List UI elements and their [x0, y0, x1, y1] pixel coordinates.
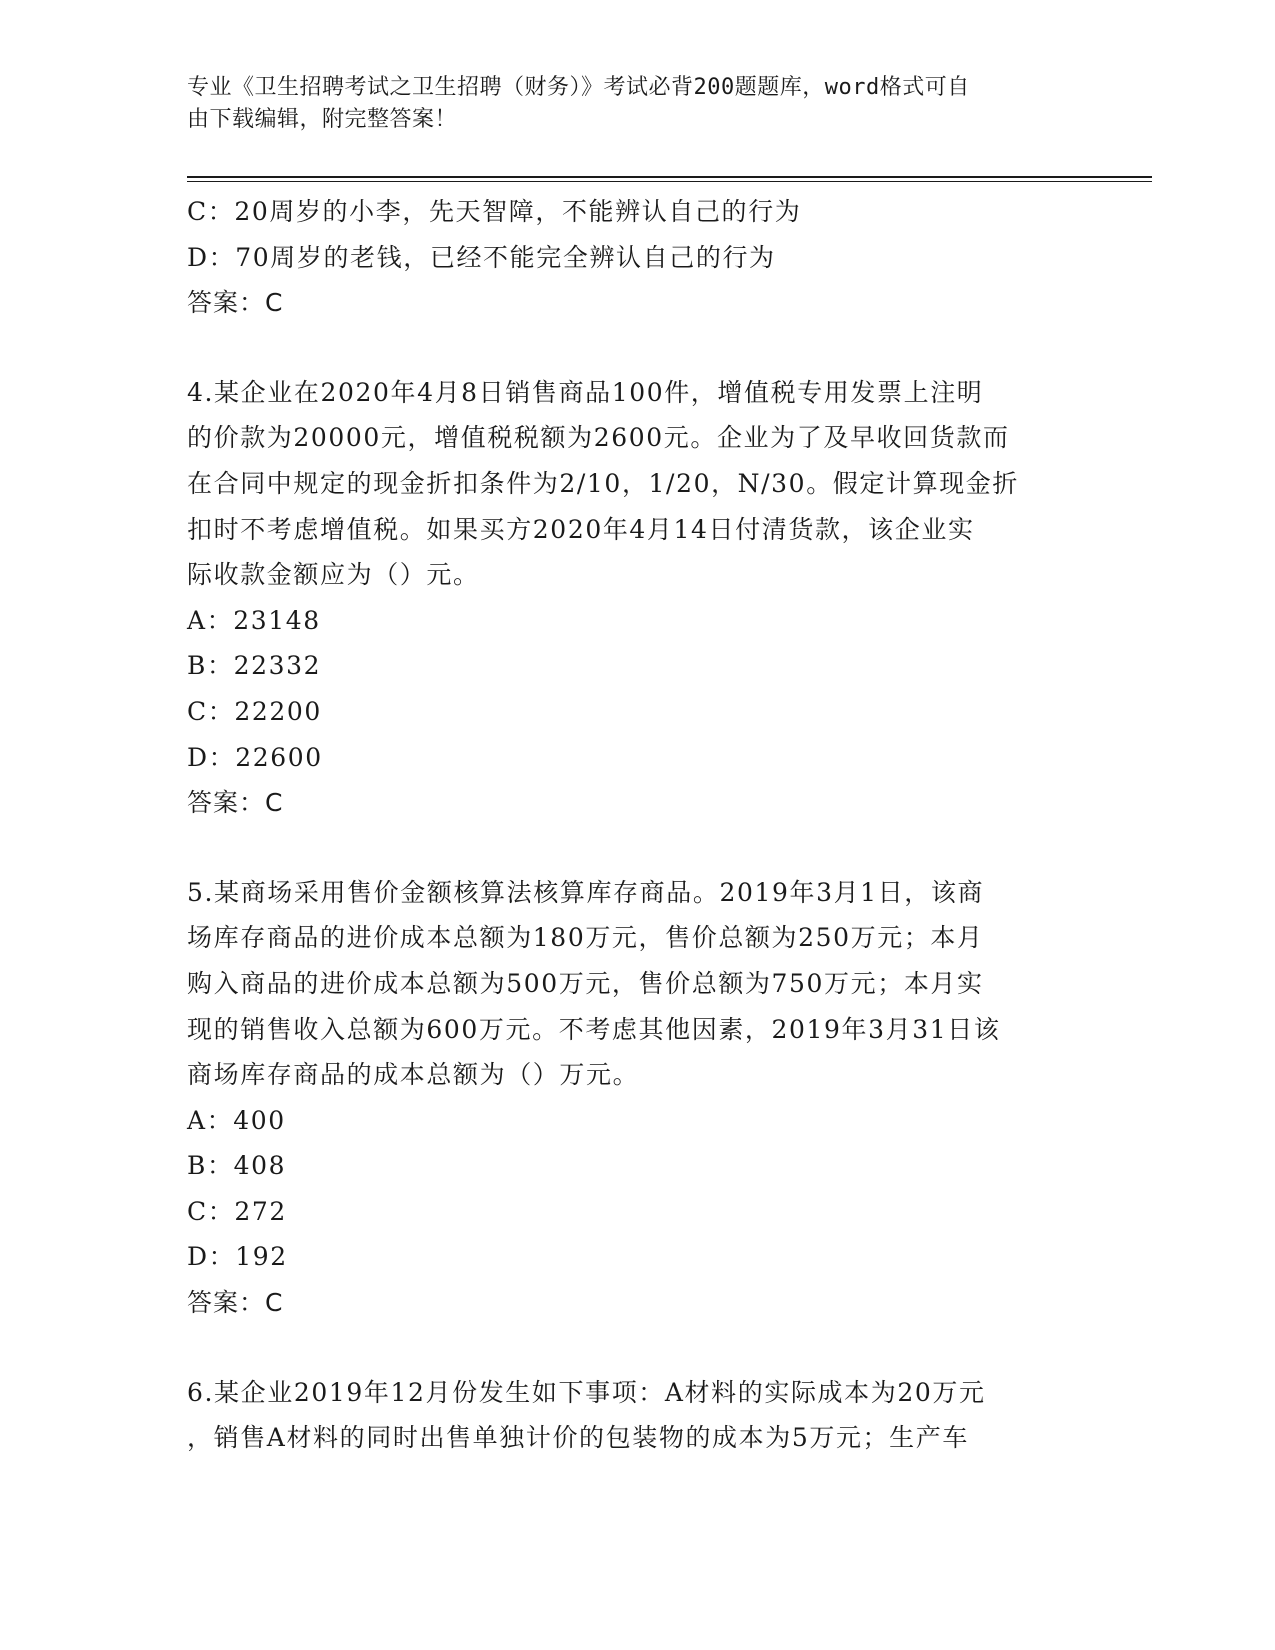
option-b: B：408: [187, 1151, 287, 1181]
question-3-continued: [187, 189, 1087, 326]
question-text-line: 在合同中规定的现金折扣条件为2/10，1/20，N/30。假定计算现金折: [187, 468, 1019, 498]
question-text-line: 场库存商品的进价成本总额为180万元，售价总额为250万元；本月: [187, 923, 984, 953]
document-header: [187, 72, 1067, 136]
option-a: A：23148: [187, 605, 321, 635]
document-body: [187, 189, 1087, 1461]
option-c: C：20周岁的小李，先天智障，不能辨认自己的行为: [187, 197, 802, 226]
answer: 答案：C: [187, 1288, 284, 1318]
question-text-line: 际收款金额应为（）元。: [187, 560, 480, 590]
question-text-line: 扣时不考虑增值税。如果买方2020年4月14日付清货款，该企业实: [187, 514, 975, 544]
question-4: [187, 370, 1087, 826]
option-b: B：22332: [187, 651, 322, 681]
option-c: C：272: [187, 1196, 287, 1226]
header-divider-thick: [187, 176, 1152, 178]
question-text-line: 5.某商场采用售价金额核算法核算库存商品。2019年3月1日，该商: [187, 877, 985, 907]
option-d: D：192: [187, 1242, 288, 1272]
question-text-line: 现的销售收入总额为600万元。不考虑其他因素，2019年3月31日该: [187, 1014, 1001, 1044]
answer: 答案：C: [187, 788, 284, 818]
option-d: D：70周岁的老钱，已经不能完全辨认自己的行为: [187, 242, 776, 272]
question-text-line: 的价款为20000元，增值税税额为2600元。企业为了及早收回货款而: [187, 423, 1010, 453]
option-a: A：400: [187, 1105, 286, 1135]
question-text-line: 购入商品的进价成本总额为500万元，售价总额为750万元；本月实: [187, 968, 984, 998]
answer: 答案：C: [187, 288, 284, 318]
option-c: C：22200: [187, 696, 322, 726]
question-text-line: 4.某企业在2020年4月8日销售商品100件，增值税专用发票上注明: [187, 377, 984, 407]
question-text-line: ，销售A材料的同时出售单独计价的包装物的成本为5万元；生产车: [187, 1423, 969, 1453]
question-text-line: 商场库存商品的成本总额为（）万元。: [187, 1060, 640, 1090]
header-line: 专业《卫生招聘考试之卫生招聘（财务）》考试必背200题题库，word格式可自: [187, 75, 970, 100]
question-5: [187, 870, 1087, 1326]
question-text-line: 6.某企业2019年12月份发生如下事项：A材料的实际成本为20万元: [187, 1377, 986, 1407]
question-6: [187, 1370, 1087, 1461]
option-d: D：22600: [187, 742, 323, 772]
header-divider-thin: [187, 181, 1152, 182]
header-line: 由下载编辑，附完整答案！: [187, 107, 458, 132]
